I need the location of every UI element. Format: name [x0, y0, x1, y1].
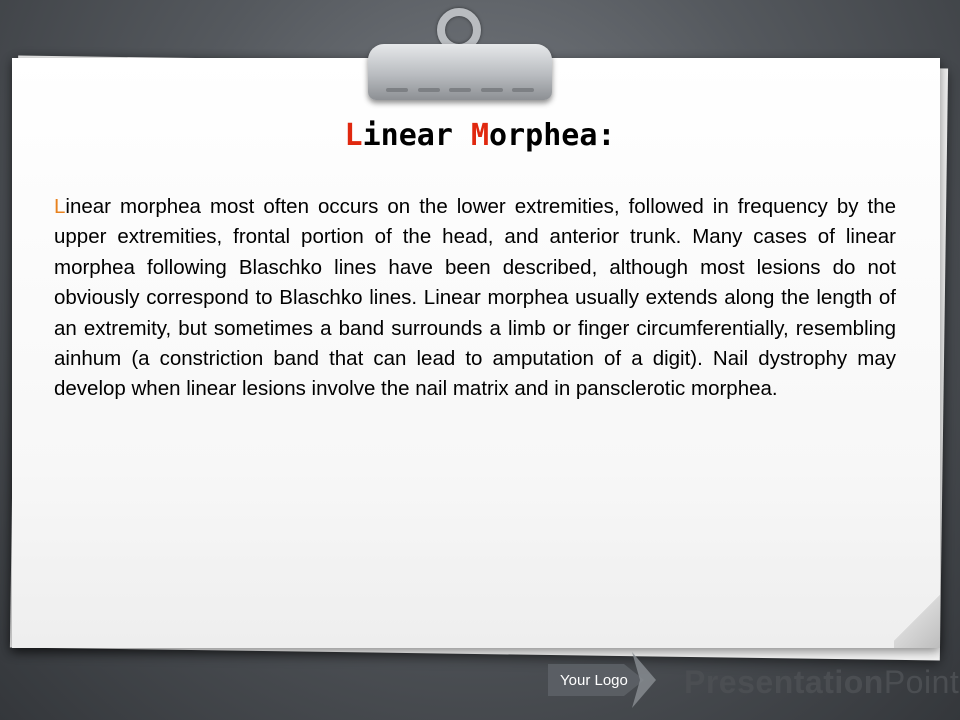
page-curl — [894, 588, 940, 648]
body-initial: L — [54, 195, 66, 218]
brand-part-point: Point — [883, 664, 960, 700]
brand-wordmark — [684, 664, 959, 701]
logo-label: Your Logo — [560, 672, 628, 689]
clip-dashes — [386, 88, 534, 92]
brand-part-presentation: Presentation — [684, 664, 884, 700]
body-paragraph: inear morphea most often occurs on the lower extremities, followed in frequency by the upper extremities, frontal portion of the head, and anterior trunk. Many cases of linear morphea following Blaschko lines have been described, although most lesions do not obviously correspond to Blaschko lines. Linear morphea usually extends along the length of an extremity, but sometimes a band surrounds a limb or finger circumferentially, resembling ainhum (a constriction band that can lead to amputation of a digit). Nail dystrophy may develop when linear lesions involve the nail matrix and in pansclerotic morphea. — [54, 195, 896, 401]
title-word-linear: inear — [362, 118, 471, 153]
title-initial-l: L — [344, 118, 363, 153]
paper-clip-icon — [368, 44, 552, 100]
slide-title — [0, 118, 960, 153]
title-initial-m: M — [470, 118, 490, 153]
slide-body-text — [54, 192, 896, 405]
title-word-morphea: orphea: — [489, 118, 616, 153]
